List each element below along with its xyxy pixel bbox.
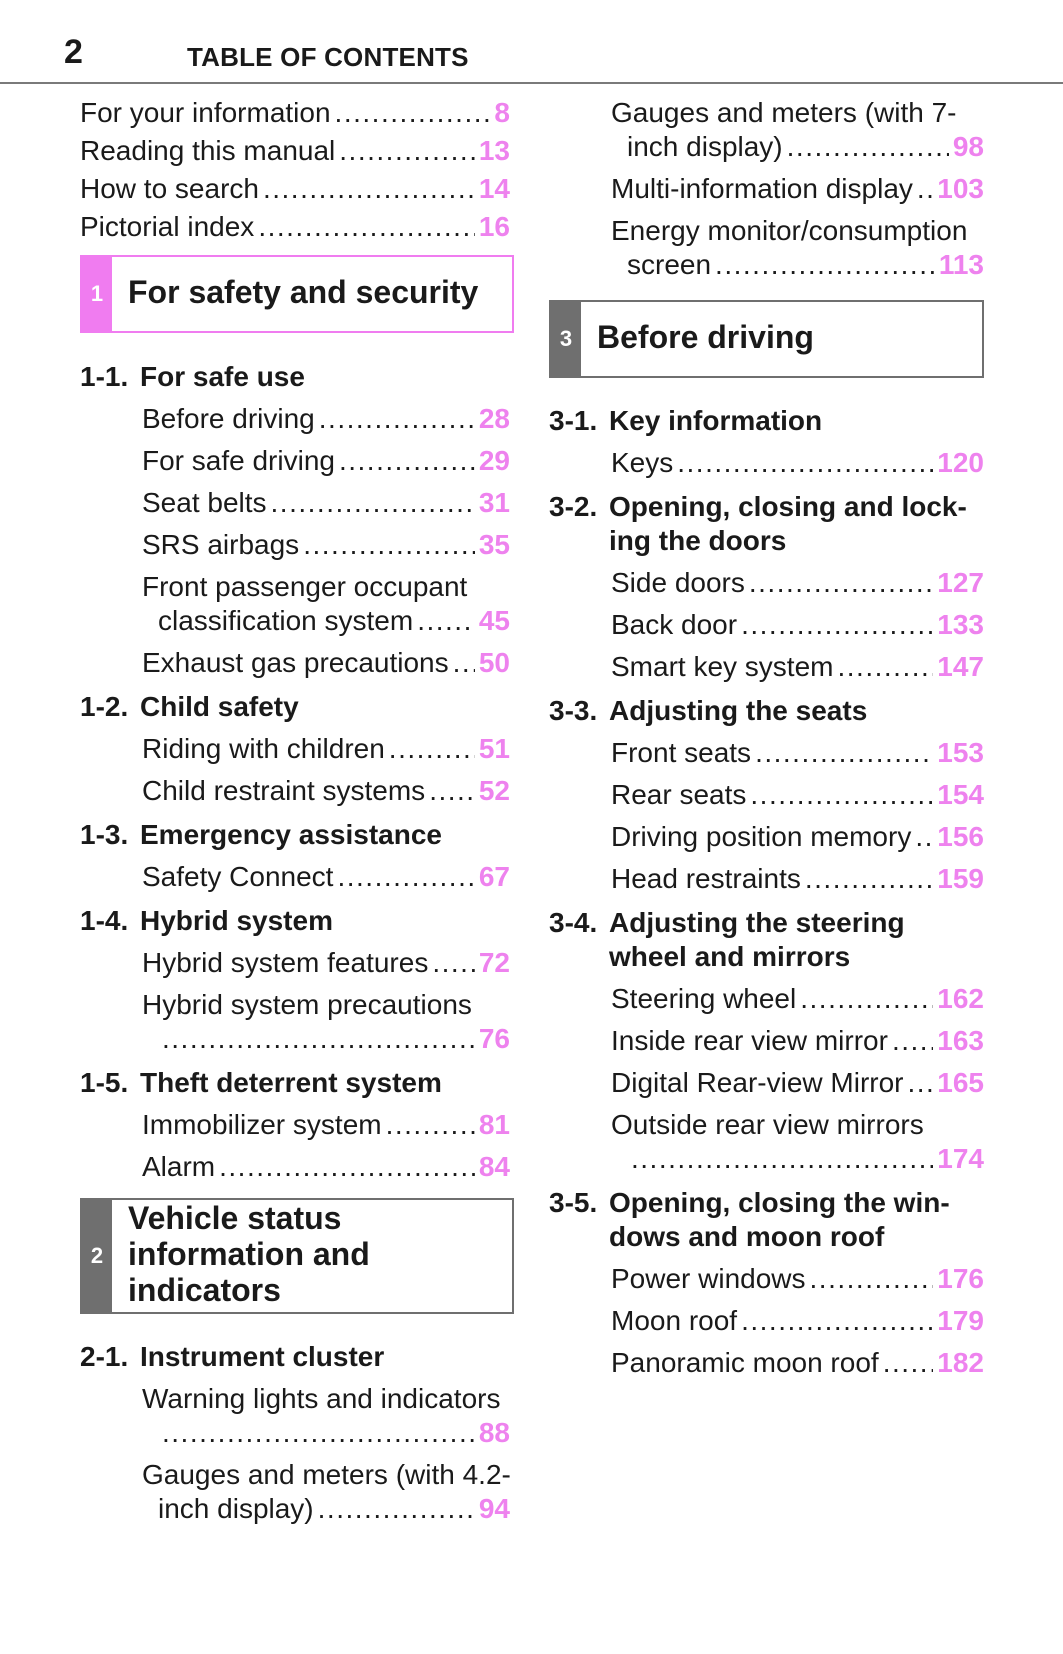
section-heading[interactable]: 3-4. Adjusting the steering wheel and mirrors [549, 907, 905, 972]
toc-entry[interactable]: Inside rear view mirror ..... 163 [611, 1024, 984, 1058]
toc-entry[interactable]: Steering wheel ..... 162 [611, 982, 984, 1016]
page-link[interactable]: 28 [478, 403, 510, 434]
toc-entry[interactable]: Before driving ..... 28 [142, 402, 510, 436]
toc-entry[interactable]: Side doors ..... 127 [611, 566, 984, 600]
toc-entry[interactable]: Hybrid system precautions ..... 76 [142, 988, 510, 1056]
toc-entry[interactable]: Multi-information display ..... 103 [611, 172, 984, 206]
page-link[interactable]: 94 [478, 1493, 510, 1524]
toc-entry[interactable]: Outside rear view mirrors ..... 174 [611, 1108, 984, 1176]
chapter-title-line: indicators [128, 1272, 281, 1308]
section-heading[interactable]: 2-1. Instrument cluster [80, 1341, 385, 1372]
chapter-title: For safety and security [128, 274, 479, 310]
page-link[interactable]: 35 [478, 529, 510, 560]
page-link[interactable]: 50 [478, 647, 510, 678]
page-link[interactable]: 8 [494, 97, 510, 128]
toc-entry[interactable]: Energy monitor/consumption screen ..... 113 [611, 214, 984, 282]
toc-entry[interactable]: For your information ..... 8 [80, 96, 510, 130]
page-link[interactable]: 72 [478, 947, 510, 978]
page-link[interactable]: 179 [937, 1305, 984, 1336]
page-link[interactable]: 16 [478, 211, 510, 242]
toc-entry[interactable]: Head restraints ..... 159 [611, 862, 984, 896]
toc-entry[interactable]: Immobilizer system ..... 81 [142, 1108, 510, 1142]
toc-entry[interactable]: Warning lights and indicators ..... 88 [142, 1382, 510, 1450]
page-title: TABLE OF CONTENTS [187, 42, 469, 72]
page-link[interactable]: 153 [937, 737, 984, 768]
page-link[interactable]: 174 [937, 1143, 984, 1174]
toc-entry[interactable]: Alarm ..... 84 [142, 1150, 510, 1184]
section-heading[interactable]: 3-1. Key information [549, 405, 823, 436]
page-link[interactable]: 67 [478, 861, 510, 892]
section-heading[interactable]: 3-2. Opening, closing and lock- ing the doors [549, 491, 967, 556]
page-link[interactable]: 51 [478, 733, 510, 764]
toc-entry[interactable]: Hybrid system features ..... 72 [142, 946, 510, 980]
toc-entry[interactable]: Riding with children ..... 51 [142, 732, 510, 766]
page-number: 2 [64, 33, 83, 71]
page-link[interactable]: 88 [478, 1417, 510, 1448]
toc-entry[interactable]: Keys ..... 120 [611, 446, 984, 480]
toc-entry[interactable]: Exhaust gas precautions ..... 50 [142, 646, 510, 680]
chapter-title-line: Vehicle status [128, 1200, 342, 1236]
page-link[interactable]: 76 [478, 1023, 510, 1054]
section-heading[interactable]: 3-3. Adjusting the seats [549, 695, 868, 726]
page-link[interactable]: 162 [937, 983, 984, 1014]
toc-entry[interactable]: Back door ..... 133 [611, 608, 984, 642]
toc-entry[interactable]: Gauges and meters (with 4.2- inch display) ..... 94 [142, 1458, 510, 1526]
page-link[interactable]: 103 [937, 173, 984, 204]
page-link[interactable]: 156 [937, 821, 984, 852]
toc-entry[interactable]: Moon roof ..... 179 [611, 1304, 984, 1338]
toc-entry[interactable]: Driving position memory ..... 156 [611, 820, 984, 854]
chapter-1-box[interactable] [80, 255, 514, 333]
toc-entry[interactable]: Panoramic moon roof ..... 182 [611, 1346, 984, 1380]
section-heading[interactable]: 1-3. Emergency assistance [80, 819, 442, 850]
page-link[interactable]: 81 [478, 1109, 510, 1140]
chapter-title: Before driving [597, 319, 814, 355]
toc-entry[interactable]: Safety Connect ..... 67 [142, 860, 510, 894]
page-link[interactable]: 98 [952, 131, 984, 162]
chapter-title-line: information and [128, 1236, 370, 1272]
toc-entry[interactable]: Front seats ..... 153 [611, 736, 984, 770]
chapter-number-tab: 3 [551, 302, 581, 376]
page-link[interactable]: 154 [937, 779, 984, 810]
section-heading[interactable]: 1-5. Theft deterrent system [80, 1067, 442, 1098]
toc-entry[interactable]: SRS airbags ..... 35 [142, 528, 510, 562]
page-link[interactable]: 29 [478, 445, 510, 476]
toc-entry[interactable]: How to search ..... 14 [80, 172, 510, 206]
toc-entry[interactable]: Reading this manual ..... 13 [80, 134, 510, 168]
page-link[interactable]: 127 [937, 567, 984, 598]
toc-entry[interactable]: Gauges and meters (with 7- inch display) ..... 98 [611, 96, 984, 164]
page-link[interactable]: 176 [937, 1263, 984, 1294]
page-link[interactable]: 45 [478, 605, 510, 636]
page-link[interactable]: 52 [478, 775, 510, 806]
section-heading[interactable]: 3-5. Opening, closing the win- dows and moon roof [549, 1187, 950, 1252]
page-link[interactable]: 14 [478, 173, 510, 204]
chapter-2-box[interactable] [80, 1198, 514, 1314]
page-link[interactable]: 165 [937, 1067, 984, 1098]
page-link[interactable]: 84 [478, 1151, 510, 1182]
page-link[interactable]: 31 [478, 487, 510, 518]
section-heading[interactable]: 1-2. Child safety [80, 691, 299, 722]
toc-entry[interactable]: Pictorial index ..... 16 [80, 210, 510, 244]
page-link[interactable]: 147 [937, 651, 984, 682]
page-link[interactable]: 113 [938, 249, 984, 280]
page-link[interactable]: 182 [937, 1347, 984, 1378]
section-heading[interactable]: 1-1. For safe use [80, 361, 305, 392]
page-link[interactable]: 120 [937, 447, 984, 478]
toc-entry[interactable]: Rear seats ..... 154 [611, 778, 984, 812]
toc-entry[interactable]: Front passenger occupant classification system ..... 45 [142, 570, 510, 638]
page-link[interactable]: 13 [478, 135, 510, 166]
chapter-3-box[interactable] [549, 300, 984, 378]
chapter-number-tab: 1 [82, 257, 112, 331]
toc-entry[interactable]: For safe driving ..... 29 [142, 444, 510, 478]
toc-entry[interactable]: Smart key system ..... 147 [611, 650, 984, 684]
page-link[interactable]: 163 [937, 1025, 984, 1056]
page-link[interactable]: 133 [937, 609, 984, 640]
toc-entry[interactable]: Seat belts ..... 31 [142, 486, 510, 520]
page-link[interactable]: 159 [937, 863, 984, 894]
section-heading[interactable]: 1-4. Hybrid system [80, 905, 333, 936]
chapter-number-tab: 2 [82, 1200, 112, 1312]
toc-entry[interactable]: Child restraint systems ..... 52 [142, 774, 510, 808]
toc-entry[interactable]: Digital Rear-view Mirror ..... 165 [611, 1066, 984, 1100]
toc-entry[interactable]: Power windows ..... 176 [611, 1262, 984, 1296]
page-header [0, 0, 1063, 84]
